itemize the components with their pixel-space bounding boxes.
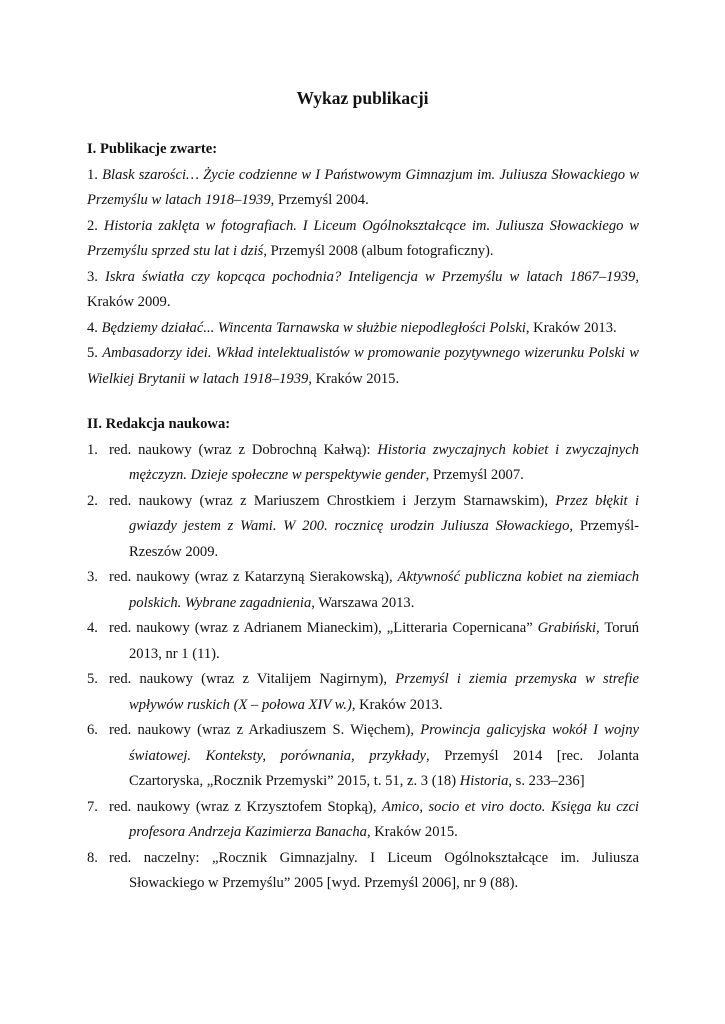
item-title: Będziemy działać... Wincenta Tarnawska w służbie niepodległości Polski (101, 319, 526, 336)
item-number: 3. (87, 569, 98, 585)
item-number: 7. (87, 798, 98, 815)
editorial-item (87, 616, 639, 667)
item-details: , Przemyśl 2007. (425, 467, 524, 483)
publication-item (87, 316, 639, 342)
item-number: 6. (87, 722, 98, 738)
item-role: red. naukowy (wraz z Arkadiuszem S. Więchem), (109, 722, 421, 738)
item-title: Blask szarości… Życie codzienne w I Państwowym Gimnazjum im. Juliusza Słowackiego w Przemyślu w latach 1918–1939 (87, 166, 640, 208)
item-role: red. naukowy (wraz z Vitalijem Nagirnym), (109, 671, 396, 687)
item-number: 2. (87, 217, 98, 234)
item-details: , Kraków 2013. (351, 696, 443, 713)
item-details: , Przemyśl 2008 (album fotograficzny). (263, 243, 494, 259)
item-number: 1. (87, 441, 98, 458)
item-details: , Kraków 2015. (366, 824, 458, 840)
item-details: , Przemyśl 2014 [rec. Jolanta Czartoryska, „Rocznik Przemyski” 2015, t. 51, z. 3 (18) (129, 747, 639, 789)
item-title: Prowincja galicyjska wokół I wojny światowej. Konteksty, porównania, przykłady (129, 722, 639, 764)
item-details: , Kraków 2013. (525, 319, 617, 336)
item-role: red. naukowy (wraz z Mariuszem Chrostkiem i Jerzym Starnawskim), (109, 492, 556, 509)
item-role: red. naukowy (wraz z Katarzyną Sierakowską), (109, 569, 398, 585)
item-title: Przemyśl i ziemia przemyska w strefie wpływów ruskich (X – połowa XIV w.) (129, 671, 639, 713)
section-editorial (87, 412, 639, 897)
item-number: 5. (87, 345, 98, 361)
item-role: red. naukowy (wraz z Adrianem Mianeckim), „Litteraria Copernicana” (109, 620, 538, 636)
section-heading-monographs: I. Publikacje zwarte: (87, 141, 218, 157)
item-details: , Toruń 2013, nr 1 (11). (129, 620, 639, 662)
item-title: Przez błękit i gwiazdy jestem z Wami. W 200. rocznicę urodzin Juliusza Słowackiego (129, 492, 639, 534)
item-number: 8. (87, 849, 98, 866)
publication-item (87, 214, 639, 265)
editorial-item (87, 565, 639, 616)
item-title: Iskra światła czy kopcąca pochodnia? Inteligencja w Przemyślu w latach 1867–1939 (104, 268, 636, 285)
item-details: , Kraków 2015. (308, 370, 400, 387)
item-title: Historia zaklęta w fotografiach. I Liceum Ogólnokształcące im. Juliusza Słowackiego w Przemyślu sprzed stu lat i dziś (87, 217, 639, 259)
page-title: Wykaz publikacji (296, 88, 429, 108)
publication-item (87, 265, 639, 316)
editorial-item (87, 667, 639, 718)
item-number: 5. (87, 671, 98, 687)
editorial-item (87, 846, 639, 897)
item-title: Amico, socio et viro docto. Księga ku czci profesora Andrzeja Kazimierza Banacha (129, 798, 639, 840)
item-title-secondary: Historia (459, 773, 509, 789)
item-number: 1. (87, 166, 98, 183)
item-role: red. naukowy (wraz z Krzysztofem Stopką), (109, 798, 383, 815)
item-title: Aktywność publiczna kobiet na ziemiach polskich. Wybrane zagadnienia (129, 569, 639, 611)
item-title: Ambasadorzy idei. Wkład intelektualistów w promowanie pozytywnego wizerunku Polski w Wielkiej Brytanii w latach 1918–1939 (87, 345, 639, 387)
publication-item (87, 341, 639, 392)
item-details: , Przemyśl-Rzeszów 2009. (129, 518, 639, 560)
item-number: 4. (87, 620, 98, 636)
item-details: , Kraków 2009. (87, 268, 639, 310)
item-details-end: , s. 233–236] (508, 773, 585, 789)
item-number: 2. (87, 492, 98, 509)
editorial-item (87, 795, 639, 846)
item-details: , Przemyśl 2004. (270, 192, 369, 208)
editorial-item (87, 438, 639, 489)
item-role: red. naczelny: „Rocznik Gimnazjalny. I Liceum Ogólnokształcące im. Juliusza Słowackiego w Przemyślu” 2005 [wyd. Przemyśl 2006], nr 9 (88). (109, 849, 639, 891)
editorial-item (87, 489, 639, 566)
item-title: Historia zwyczajnych kobiet i zwyczajnych mężczyzn. Dzieje społeczne w perspektywie gender (129, 441, 639, 483)
section-monographs (87, 137, 639, 392)
publication-item (87, 163, 639, 214)
section-heading-editorial: II. Redakcja naukowa: (87, 416, 231, 432)
item-number: 4. (87, 319, 98, 336)
item-number: 3. (87, 268, 98, 285)
item-role: red. naukowy (wraz z Dobrochną Kałwą): (109, 441, 378, 458)
item-details: , Warszawa 2013. (311, 594, 415, 611)
item-title: Grabiński (537, 620, 596, 636)
editorial-item (87, 718, 639, 795)
